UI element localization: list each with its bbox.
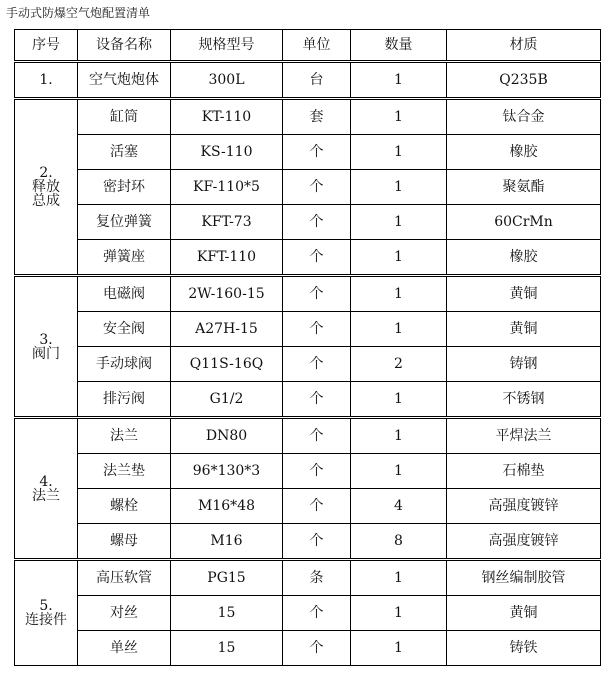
cell-model: 300L: [171, 62, 283, 99]
cell-material: 钢丝编制胶管: [447, 560, 601, 596]
cell-name: 高压软管: [78, 560, 171, 596]
cell-name: 电磁阀: [78, 276, 171, 312]
cell-name: 密封环: [78, 170, 171, 205]
cell-qty: 1: [351, 99, 447, 135]
cell-material: 铸钢: [447, 347, 601, 382]
group-label-line: 法兰: [32, 487, 60, 504]
table-row: [15, 99, 601, 135]
cell-material: 黄铜: [447, 276, 601, 312]
cell-name: 法兰: [78, 418, 171, 454]
cell-unit: 个: [283, 240, 351, 276]
cell-model: KFT-73: [171, 205, 283, 240]
cell-name: 复位弹簧: [78, 205, 171, 240]
cell-model: 15: [171, 631, 283, 666]
cell-model: 15: [171, 596, 283, 631]
group-label-line: 1.: [39, 72, 53, 88]
group-label-line: 4.: [39, 473, 53, 490]
cell-name: 单丝: [78, 631, 171, 666]
cell-qty: 1: [351, 205, 447, 240]
group-label-cell: [15, 418, 78, 560]
cell-model: A27H-15: [171, 312, 283, 347]
cell-qty: 1: [351, 454, 447, 489]
cell-material: 平焊法兰: [447, 418, 601, 454]
cell-qty: 1: [351, 276, 447, 312]
header-unit: 单位: [283, 30, 351, 62]
document-title: 手动式防爆空气炮配置清单: [6, 6, 151, 20]
cell-qty: 4: [351, 489, 447, 524]
table-row: [15, 418, 601, 454]
cell-material: 黄铜: [447, 596, 601, 631]
table-row: [15, 347, 601, 382]
cell-material: 高强度镀锌: [447, 524, 601, 560]
cell-unit: 个: [283, 524, 351, 560]
table-row: [15, 631, 601, 666]
table-header-row: [15, 30, 601, 62]
cell-qty: 1: [351, 170, 447, 205]
table-row: [15, 312, 601, 347]
cell-unit: 个: [283, 596, 351, 631]
table-row: [15, 382, 601, 418]
cell-model: DN80: [171, 418, 283, 454]
table-row: [15, 596, 601, 631]
cell-name: 螺栓: [78, 489, 171, 524]
cell-unit: 个: [283, 170, 351, 205]
header-qty: 数量: [351, 30, 447, 62]
header-material: 材质: [447, 30, 601, 62]
cell-unit: 个: [283, 205, 351, 240]
cell-unit: 个: [283, 347, 351, 382]
table-row: [15, 454, 601, 489]
group-label-cell: [15, 560, 78, 666]
cell-name: 排污阀: [78, 382, 171, 418]
cell-unit: 个: [283, 135, 351, 170]
cell-model: 2W-160-15: [171, 276, 283, 312]
cell-unit: 个: [283, 276, 351, 312]
cell-material: 高强度镀锌: [447, 489, 601, 524]
cell-unit: 个: [283, 312, 351, 347]
cell-qty: 2: [351, 347, 447, 382]
group-label-line: 2.: [39, 165, 53, 181]
cell-unit: 个: [283, 418, 351, 454]
cell-model: Q11S-16Q: [171, 347, 283, 382]
table-row: [15, 524, 601, 560]
group-label-line: 连接件: [25, 612, 67, 628]
table-row: [15, 489, 601, 524]
cell-unit: 个: [283, 631, 351, 666]
table-row: [15, 170, 601, 205]
cell-name: 空气炮炮体: [78, 62, 171, 99]
cell-material: 铸铁: [447, 631, 601, 666]
cell-material: 钛合金: [447, 99, 601, 135]
cell-qty: 1: [351, 560, 447, 596]
cell-model: 96*130*3: [171, 454, 283, 489]
cell-material: 黄铜: [447, 312, 601, 347]
cell-qty: 1: [351, 596, 447, 631]
cell-model: M16*48: [171, 489, 283, 524]
cell-unit: 个: [283, 454, 351, 489]
cell-model: KT-110: [171, 99, 283, 135]
cell-model: PG15: [171, 560, 283, 596]
table-body: [15, 62, 601, 666]
cell-material: 聚氨酯: [447, 170, 601, 205]
cell-name: 手动球阀: [78, 347, 171, 382]
cell-model: KF-110*5: [171, 170, 283, 205]
cell-unit: 套: [283, 99, 351, 135]
cell-name: 缸筒: [78, 99, 171, 135]
group-label-cell: [15, 276, 78, 418]
group-label-line: 总成: [32, 193, 60, 209]
cell-unit: 台: [283, 62, 351, 99]
cell-model: G1/2: [171, 382, 283, 418]
cell-model: KFT-110: [171, 240, 283, 276]
cell-qty: 1: [351, 240, 447, 276]
cell-model: KS-110: [171, 135, 283, 170]
cell-material: 橡胶: [447, 240, 601, 276]
cell-material: Q235B: [447, 62, 601, 99]
group-label-line: 阀门: [32, 345, 60, 362]
cell-material: 石棉垫: [447, 454, 601, 489]
group-label-cell: [15, 62, 78, 99]
cell-name: 螺母: [78, 524, 171, 560]
group-label-line: 3.: [39, 331, 53, 348]
group-label-cell: [15, 99, 78, 276]
group-label-line: 5.: [39, 598, 53, 614]
header-index: 序号: [15, 30, 78, 62]
cell-material: 不锈钢: [447, 382, 601, 418]
config-table: [14, 29, 601, 666]
table-row: [15, 276, 601, 312]
cell-name: 弹簧座: [78, 240, 171, 276]
cell-model: M16: [171, 524, 283, 560]
cell-qty: 1: [351, 418, 447, 454]
table-row: [15, 62, 601, 99]
cell-qty: 1: [351, 382, 447, 418]
cell-name: 对丝: [78, 596, 171, 631]
cell-material: 60CrMn: [447, 205, 601, 240]
header-model: 规格型号: [171, 30, 283, 62]
cell-unit: 个: [283, 489, 351, 524]
cell-qty: 1: [351, 312, 447, 347]
table-row: [15, 240, 601, 276]
cell-name: 法兰垫: [78, 454, 171, 489]
cell-unit: 个: [283, 382, 351, 418]
cell-qty: 1: [351, 631, 447, 666]
table-row: [15, 205, 601, 240]
header-name: 设备名称: [78, 30, 171, 62]
cell-qty: 1: [351, 62, 447, 99]
table-row: [15, 135, 601, 170]
cell-name: 安全阀: [78, 312, 171, 347]
cell-name: 活塞: [78, 135, 171, 170]
table-row: [15, 560, 601, 596]
group-label-line: 释放: [32, 179, 60, 195]
cell-qty: 1: [351, 135, 447, 170]
cell-qty: 8: [351, 524, 447, 560]
cell-material: 橡胶: [447, 135, 601, 170]
cell-unit: 条: [283, 560, 351, 596]
